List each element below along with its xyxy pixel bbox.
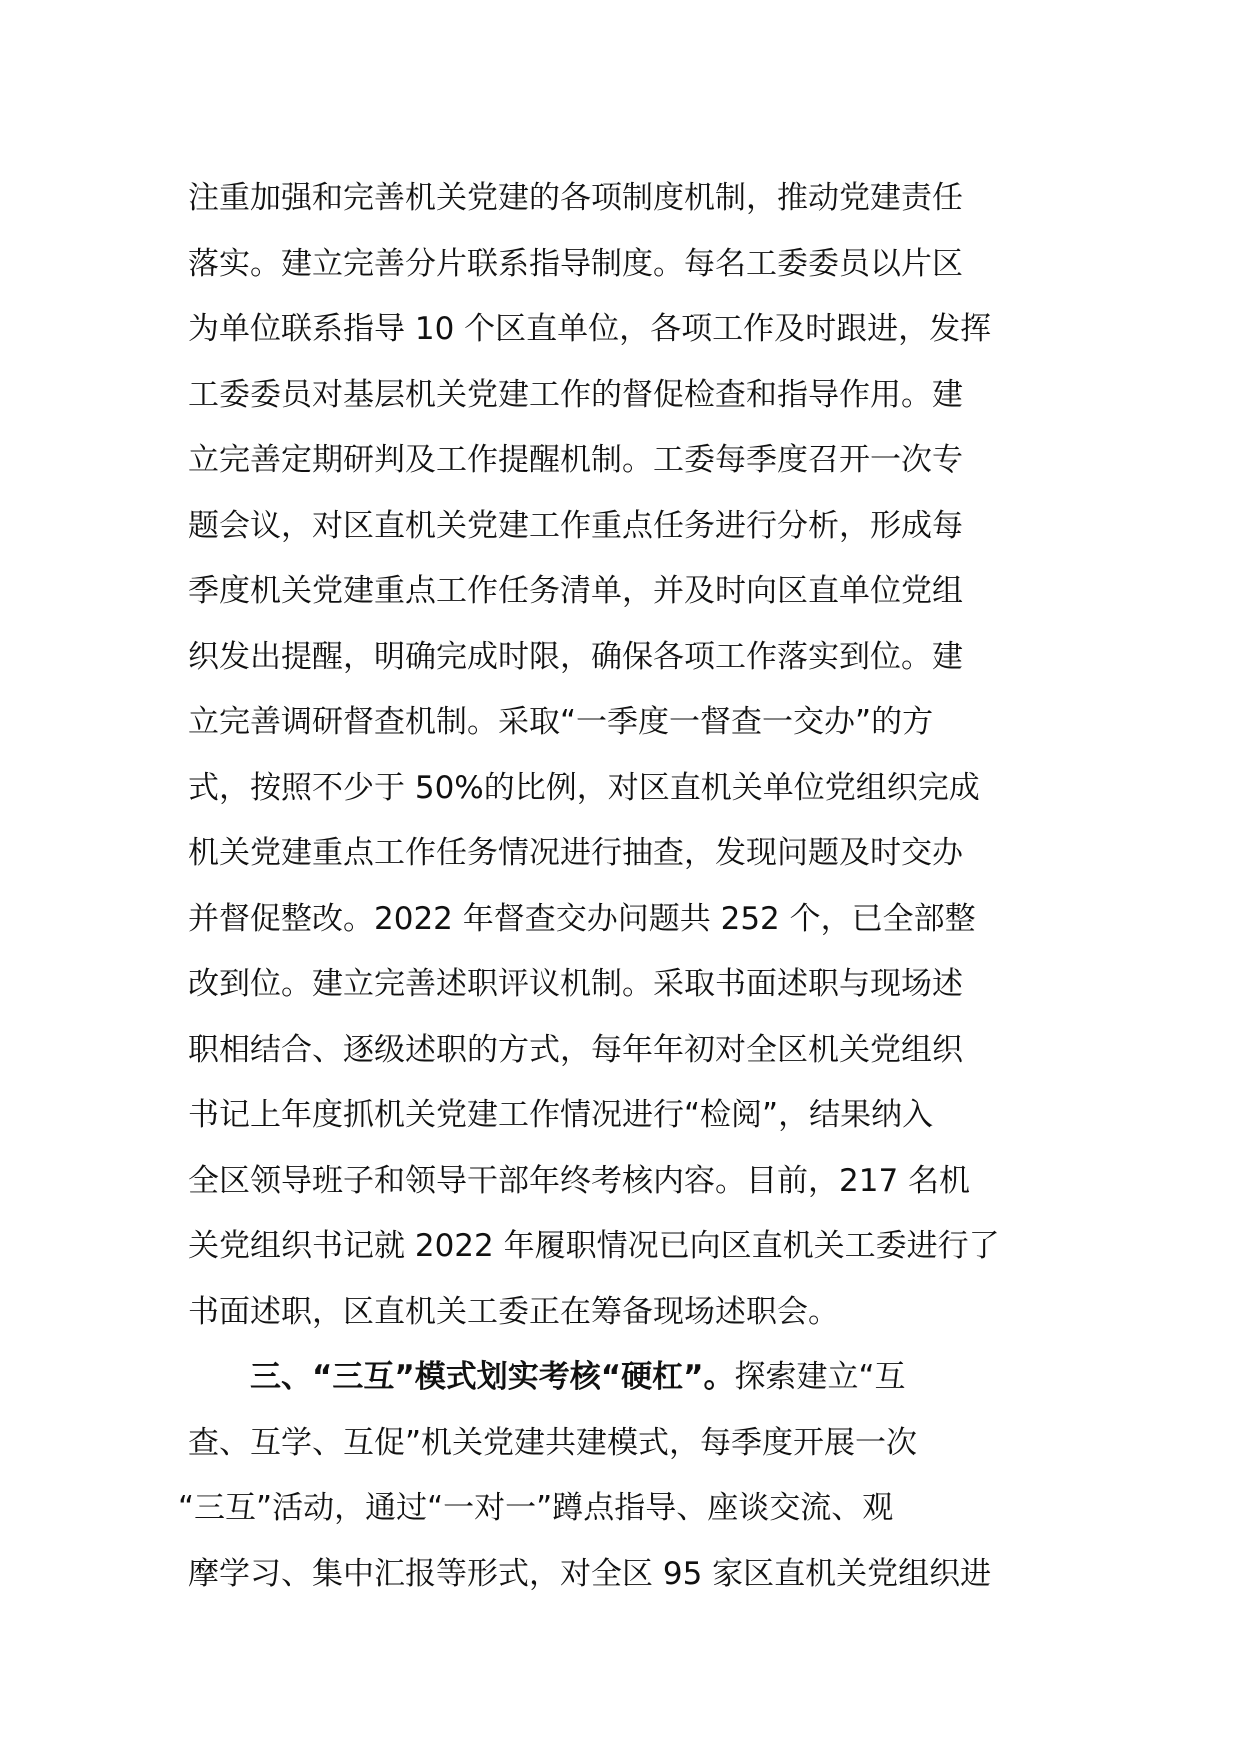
- text-line: 摩学习、集中汇报等形式，对全区 95 家区直机关党组织进: [188, 1555, 992, 1592]
- text-line: 式，按照不少于 50%的比例，对区直机关单位党组织完成: [188, 769, 980, 806]
- text-line: 机关党建重点工作任务情况进行抽查，发现问题及时交办: [188, 835, 963, 871]
- section-3-heading: 三、“三互”模式划实考核“硬杠”。: [250, 1359, 735, 1395]
- section-3-text: 探索建立“互: [734, 1359, 906, 1395]
- text-line: 为单位联系指导 10 个区直单位，各项工作及时跟进，发挥: [188, 311, 992, 347]
- text-line: 改到位。建立完善述职评议机制。采取书面述职与现场述: [188, 966, 963, 1002]
- text-line: “三互”活动，通过“一对一”蹲点指导、座谈交流、观: [178, 1490, 894, 1526]
- text-line: 工委委员对基层机关党建工作的督促检查和指导作用。建: [188, 376, 963, 413]
- text-line: 注重加强和完善机关党建的各项制度机制，推动党建责任: [188, 180, 963, 216]
- text-line: 立完善定期研判及工作提醒机制。工委每季度召开一次专: [188, 442, 963, 478]
- text-line: 关党组织书记就 2022 年履职情况已向区直机关工委进行了: [188, 1228, 1000, 1264]
- text-line: 并督促整改。2022 年督查交办问题共 252 个，已全部整: [188, 900, 976, 937]
- text-line: 题会议，对区直机关党建工作重点任务进行分析，形成每: [188, 507, 963, 544]
- text-line: 季度机关党建重点工作任务清单，并及时向区直单位党组: [188, 573, 963, 609]
- text-line: 查、互学、互促”机关党建共建模式，每季度开展一次: [188, 1424, 918, 1461]
- text-line: 书面述职，区直机关工委正在筹备现场述职会。: [188, 1293, 839, 1330]
- text-line: 全区领导班子和领导干部年终考核内容。目前，217 名机: [188, 1162, 971, 1199]
- body-text: [178, 166, 1068, 1607]
- text-line: 织发出提醒，明确完成时限，确保各项工作落实到位。建: [188, 638, 963, 675]
- text-line: 职相结合、逐级述职的方式，每年年初对全区机关党组织: [188, 1031, 963, 1068]
- text-line: 立完善调研督查机制。采取“一季度一督查一交办”的方: [188, 704, 934, 740]
- section-3-first-line: [188, 1345, 1068, 1411]
- text-line: 落实。建立完善分片联系指导制度。每名工委委员以片区: [188, 245, 963, 282]
- text-line: 书记上年度抓机关党建工作情况进行“检阅”，结果纳入: [188, 1097, 934, 1133]
